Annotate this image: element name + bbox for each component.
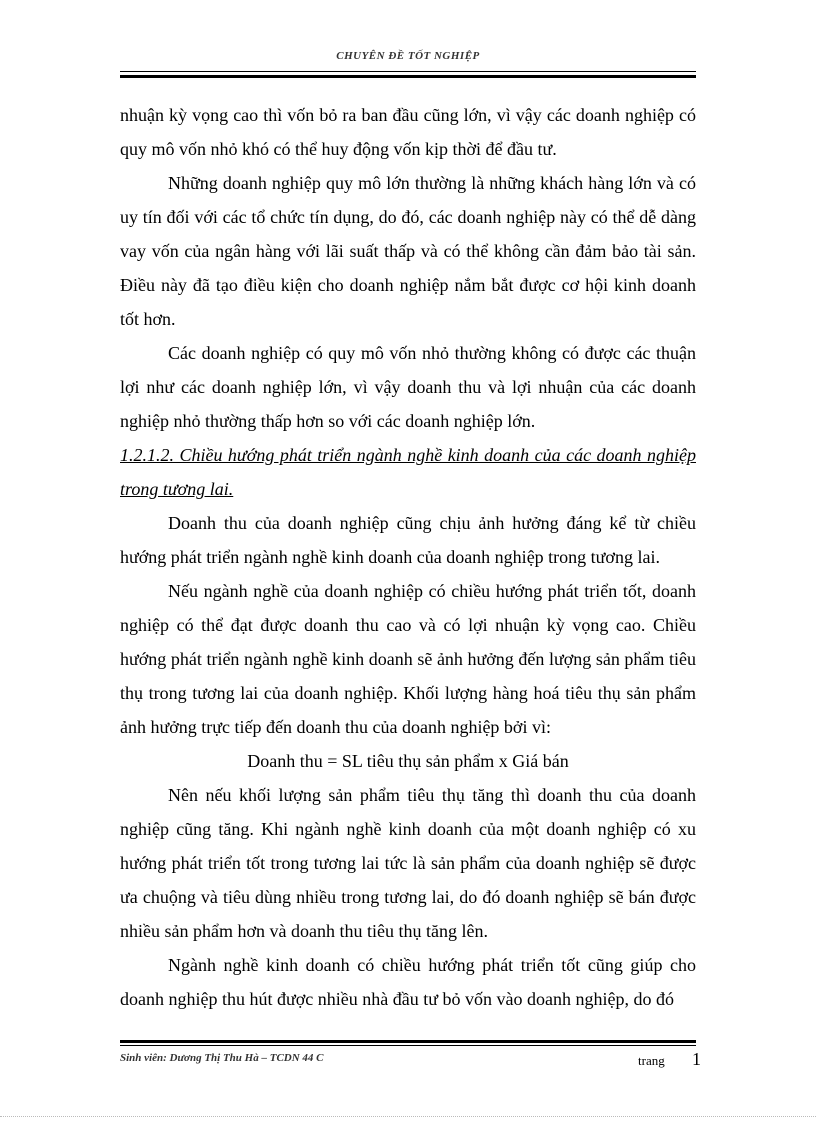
header-rule-thick (120, 75, 696, 78)
section-heading: 1.2.1.2. Chiều hướng phát triển ngành nghề kinh doanh của các doanh nghiệp trong tương lai. (120, 445, 696, 499)
page-bottom-edge (0, 1116, 816, 1117)
footer-page-number: 1 (692, 1049, 701, 1069)
footer-page-label: trang (638, 1053, 665, 1068)
paragraph-2: Những doanh nghiệp quy mô lớn thường là những khách hàng lớn và có uy tín đối với các tổ chức tín dụng, do đó, các doanh nghiệp này có thể dễ dàng vay vốn của ngân hàng với lãi suất thấp và có thể không cần đảm bảo tài sản. Điều này đã tạo điều kiện cho doanh nghiệp nắm bắt được cơ hội kinh doanh tốt hơn. (120, 173, 696, 329)
formula-line: Doanh thu = SL tiêu thụ sản phẩm x Giá bán (247, 751, 569, 771)
paragraph-5: Nếu ngành nghề của doanh nghiệp có chiều hướng phát triển tốt, doanh nghiệp có thể đạt được doanh thu cao và có lợi nhuận kỳ vọng cao. Chiều hướng phát triển ngành nghề kinh doanh sẽ ảnh hưởng đến lượng sản phẩm tiêu thụ trong tương lai của doanh nghiệp. Khối lượng hàng hoá tiêu thụ sản phẩm ảnh hưởng trực tiếp đến doanh thu của doanh nghiệp bởi vì: (120, 581, 696, 737)
paragraph-1: nhuận kỳ vọng cao thì vốn bỏ ra ban đầu cũng lớn, vì vậy các doanh nghiệp có quy mô vốn nhỏ khó có thể huy động vốn kịp thời để đầu tư. (120, 105, 696, 159)
paragraph-6: Nên nếu khối lượng sản phẩm tiêu thụ tăng thì doanh thu của doanh nghiệp cũng tăng. Khi ngành nghề kinh doanh của một doanh nghiệp có xu hướng phát triển tốt trong tương lai tức là sản phẩm của doanh nghiệp sẽ được ưa chuộng và tiêu dùng nhiều trong tương lai, do đó doanh nghiệp sẽ bán được nhiều sản phẩm hơn và doanh thu tiêu thụ tăng lên. (120, 785, 696, 941)
paragraph-4: Doanh thu của doanh nghiệp cũng chịu ảnh hưởng đáng kể từ chiều hướng phát triển ngành nghề kinh doanh của doanh nghiệp trong tương lai. (120, 513, 696, 567)
footer-author: Sinh viên: Dương Thị Thu Hà – TCDN 44 C (120, 1052, 324, 1064)
header-title: CHUYÊN ĐỀ TỐT NGHIỆP (336, 50, 480, 62)
paragraph-3: Các doanh nghiệp có quy mô vốn nhỏ thường không có được các thuận lợi như các doanh nghiệp lớn, vì vậy doanh thu và lợi nhuận của các doanh nghiệp nhỏ thường thấp hơn so với các doanh nghiệp lớn. (120, 343, 696, 431)
paragraph-7: Ngành nghề kinh doanh có chiều hướng phát triển tốt cũng giúp cho doanh nghiệp thu hút được nhiều nhà đầu tư bỏ vốn vào doanh nghiệp, do đó (120, 955, 696, 1009)
footer-rule-thick (120, 1040, 696, 1043)
footer-rule-thin (120, 1045, 696, 1046)
document-body (120, 98, 696, 1016)
header-rule-thin (120, 71, 696, 72)
